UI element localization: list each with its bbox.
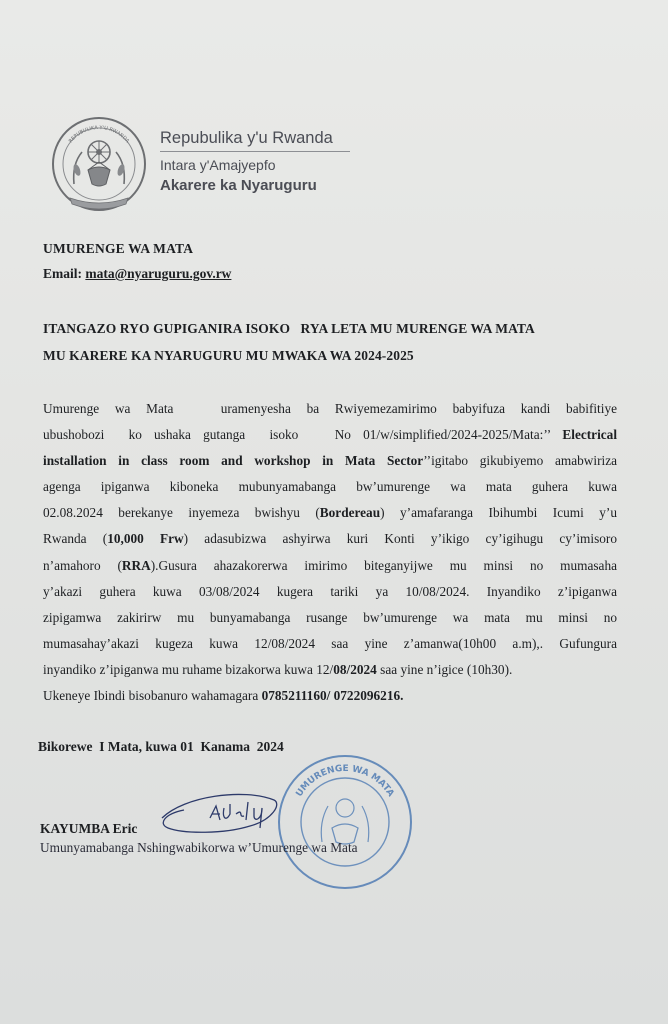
- svg-text:UMURENGE WA MATA: UMURENGE WA MATA: [294, 763, 396, 799]
- date-place-line: Bikorewe I Mata, kuwa 01 Kanama 2024: [38, 739, 284, 754]
- body-line: ubushobozi ko ushaka gutanga isoko No 01/w/simplified/2024-2025/Mata:’’ Electrical: [43, 427, 617, 443]
- body-line: Rwanda (10,000 Frw) adasubizwa ashyirwa kuri Konti y’ikigo cy’igihugu cy’imisoro: [43, 531, 617, 547]
- email-line: [43, 266, 231, 282]
- sector-name: UMURENGE WA MATA: [43, 241, 194, 256]
- official-stamp-icon: [272, 742, 418, 900]
- body-line: mumasahay’akazi kugeza kuwa 12/08/2024 saa yine z’amanwa(10h00 a.m),. Gufungura: [43, 635, 617, 651]
- body-line: zipigamwa zakirirw mu bunyamabanga rusange bw’umurenge wa mata mu minsi no: [43, 609, 617, 625]
- letterhead-block: [160, 128, 350, 195]
- body-line: n’amahoro (RRA).Gusura ahazakorerwa imirimo biteganyijwe mu minsi no mumasaha: [43, 557, 617, 573]
- body-line: Umurenge wa Mata uramenyesha ba Rwiyemezamirimo babyifuza kandi babifitiye: [43, 401, 617, 416]
- body-line: installation in class room and workshop in Mata Sector’’igitabo gikubiyemo amabwiriza: [43, 453, 617, 469]
- body-line: Ukeneye Ibindi bisobanuro wahamagara 0785211160/ 0722096216.: [43, 688, 404, 704]
- body-line: inyandiko z’ipiganwa mu ruhame bizakorwa kuwa 12/08/2024 saa yine n’igice (10h30).: [43, 661, 513, 677]
- province-name: Intara y'Amajyepfo: [160, 157, 276, 173]
- coat-of-arms-icon: [50, 112, 148, 216]
- title-line-1: ITANGAZO RYO GUPIGANIRA ISOKO RYA LETA MU MURENGE WA MATA: [43, 321, 535, 336]
- email-label: Email:: [43, 266, 82, 281]
- title-line-2: MU KARERE KA NYARUGURU MU MWAKA WA 2024-2025: [43, 348, 414, 363]
- contact-phones: 0785211160/ 0722096216.: [261, 688, 404, 704]
- signer-title: Umunyamabanga Nshingwabikorwa w’Umurenge wa Mata: [40, 840, 358, 855]
- svg-text:REPUBULIKA Y'U RWANDA: REPUBULIKA Y'U RWANDA: [67, 124, 131, 145]
- body-line: y’akazi guhera kuwa 03/08/2024 kugera tariki ya 10/08/2024. Inyandiko z’ipiganwa: [43, 583, 617, 599]
- body-line: 02.08.2024 berekanye inyemeza bwishyu (Bordereau) y’amafaranga Ibihumbi Icumi y’u: [43, 505, 617, 521]
- email-address[interactable]: mata@nyaruguru.gov.rw: [85, 266, 232, 281]
- signer-name: KAYUMBA Eric: [40, 821, 138, 836]
- district-name: Akarere ka Nyaruguru: [160, 177, 317, 194]
- country-name: Repubulika y'u Rwanda: [160, 128, 350, 152]
- announcement-title: [43, 315, 623, 369]
- announcement-body: [43, 396, 617, 709]
- signature-icon: [154, 784, 284, 844]
- body-line: agenga ipiganwa kiboneka mubunyamabanga bw’umurenge wa mata guhera kuwa: [43, 479, 617, 495]
